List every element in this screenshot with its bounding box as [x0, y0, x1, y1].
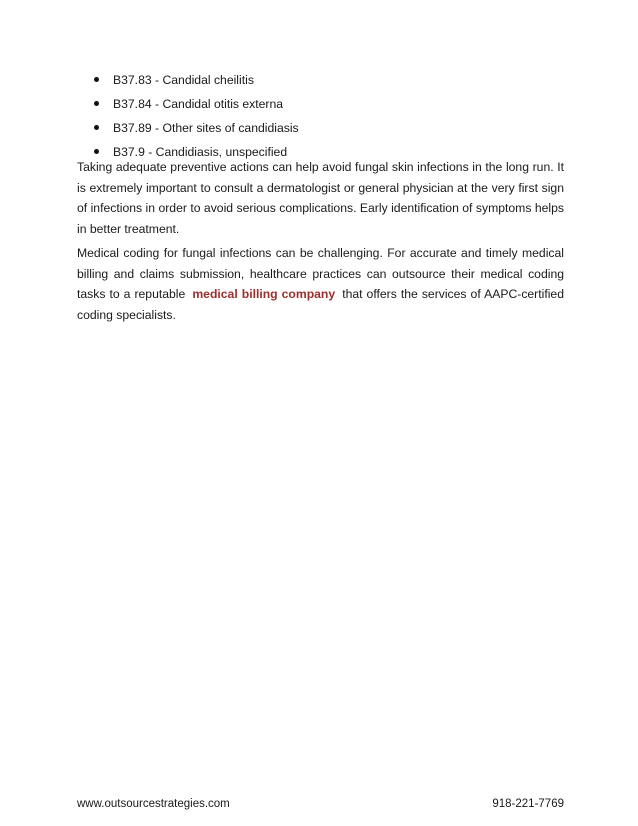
- paragraph-text-before-link: Medical coding for fungal infections can be challenging. For accurate and timely medical billing and claims submission, healthcare practices can outsource their medical coding tasks to a reputable: [77, 246, 564, 301]
- list-item-text: B37.89 - Other sites of candidiasis: [113, 121, 299, 135]
- list-item-text: B37.9 - Candidiasis, unspecified: [113, 145, 288, 159]
- bullet-icon: [94, 125, 99, 130]
- prevention-paragraph: Taking adequate preventive actions can help avoid fungal skin infections in the long run. It is extremely important to consult a dermatologist or general physician at the very first sign of infections in order to avoid serious complications. Early identification of symptoms helps in better treatment.: [77, 160, 564, 236]
- bullet-icon: [94, 77, 99, 82]
- medical-billing-company-link[interactable]: medical billing company: [192, 287, 336, 301]
- footer-phone: 918-221-7769: [492, 798, 564, 810]
- paragraph-text-after-link: that offers the services of AAPC-certified coding specialists.: [77, 287, 564, 322]
- list-item: [91, 94, 299, 118]
- list-item-text: B37.84 - Candidal otitis externa: [113, 97, 284, 111]
- bullet-icon: [94, 149, 99, 154]
- footer-website: www.outsourcestrategies.com: [77, 798, 230, 810]
- medical-coding-paragraph: [77, 243, 564, 325]
- list-item: [91, 118, 299, 142]
- list-item-text: B37.83 - Candidal cheilitis: [113, 73, 254, 87]
- list-item: [91, 70, 299, 94]
- icd-code-list: [91, 70, 299, 166]
- bullet-icon: [94, 101, 99, 106]
